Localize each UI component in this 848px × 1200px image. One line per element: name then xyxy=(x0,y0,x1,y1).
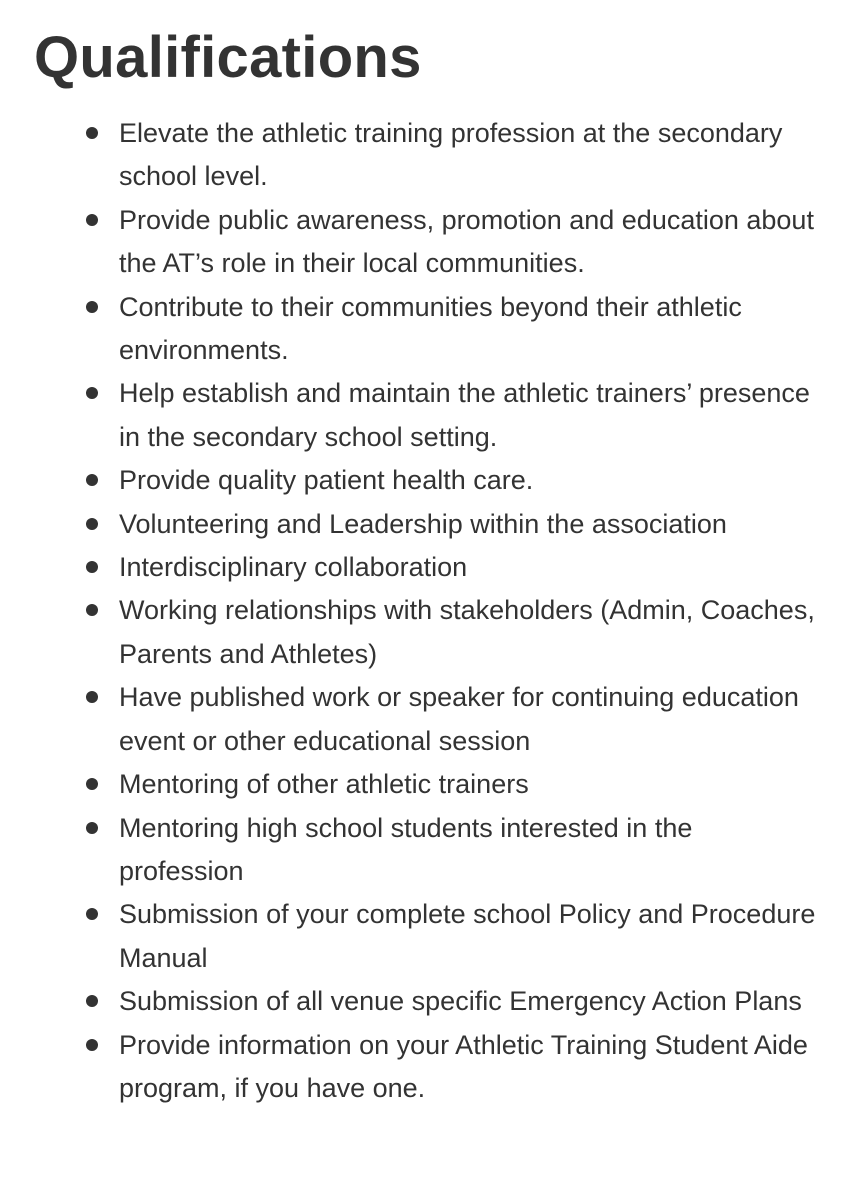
list-item-text: Provide quality patient health care. xyxy=(119,465,534,496)
list-item-text: Have published work or speaker for continuing education event or other educational session xyxy=(119,682,799,756)
list-item xyxy=(0,807,848,894)
bullet-icon xyxy=(86,604,98,616)
list-item xyxy=(0,286,848,373)
list-item-text: Mentoring high school students interested in the profession xyxy=(119,812,693,886)
list-item-text: Contribute to their communities beyond their athletic environments. xyxy=(119,291,742,366)
list-item xyxy=(0,763,848,806)
list-item-text: Provide information on your Athletic Training Student Aide program, if you have one. xyxy=(119,1029,808,1103)
list-item-text: Volunteering and Leadership within the association xyxy=(119,508,727,539)
bullet-icon xyxy=(86,474,98,486)
bullet-icon xyxy=(86,908,98,920)
list-item xyxy=(0,893,848,980)
bullet-icon xyxy=(86,301,98,313)
section-heading: Qualifications xyxy=(34,25,422,90)
bullet-icon xyxy=(86,778,98,790)
bullet-icon xyxy=(86,995,98,1007)
list-item xyxy=(0,676,848,763)
list-item-text: Provide public awareness, promotion and education about the AT’s role in their local communities. xyxy=(119,204,814,279)
bullet-icon xyxy=(86,127,98,139)
list-item xyxy=(0,546,848,589)
bullet-icon xyxy=(86,214,98,226)
list-item xyxy=(0,980,848,1023)
list-item xyxy=(0,459,848,502)
list-item-text: Help establish and maintain the athletic trainers’ presence in the secondary school setting. xyxy=(119,378,810,452)
list-item-text: Submission of your complete school Policy and Procedure Manual xyxy=(119,899,816,973)
bullet-icon xyxy=(86,1039,98,1051)
list-item-text: Submission of all venue specific Emergency Action Plans xyxy=(119,986,802,1017)
bullet-icon xyxy=(86,822,98,834)
list-item-text: Interdisciplinary collaboration xyxy=(119,552,468,583)
bullet-icon xyxy=(86,387,98,399)
bullet-icon xyxy=(86,561,98,573)
list-item xyxy=(0,372,848,459)
bullet-icon xyxy=(86,691,98,703)
qualifications-list xyxy=(0,112,848,1110)
list-item xyxy=(0,199,848,286)
list-item-text: Elevate the athletic training profession at the secondary school level. xyxy=(119,118,783,192)
bullet-icon xyxy=(86,518,98,530)
list-item xyxy=(0,112,848,199)
list-item xyxy=(0,589,848,676)
list-item xyxy=(0,1024,848,1111)
list-item xyxy=(0,503,848,546)
list-item-text: Mentoring of other athletic trainers xyxy=(119,769,529,800)
list-item-text: Working relationships with stakeholders (Admin, Coaches, Parents and Athletes) xyxy=(119,595,815,669)
